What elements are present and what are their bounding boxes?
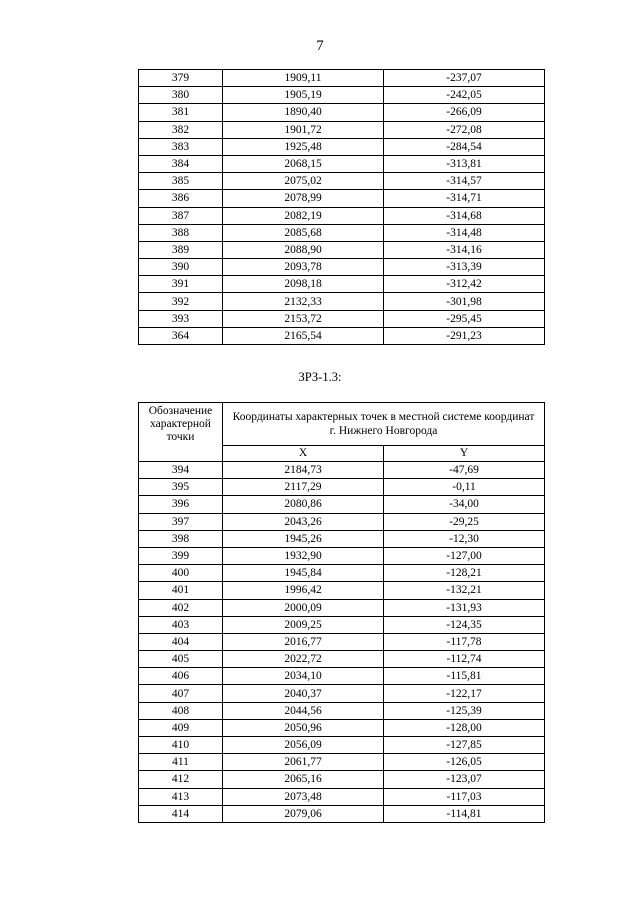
x-coordinate-cell: 2098,18 [223, 276, 384, 293]
x-coordinate-cell: 2080,86 [223, 496, 384, 513]
point-number-cell: 384 [139, 155, 223, 172]
table-header [139, 403, 545, 462]
table-row [139, 530, 545, 547]
table-row [139, 651, 545, 668]
point-number-cell: 402 [139, 599, 223, 616]
y-coordinate-cell: -34,00 [384, 496, 545, 513]
y-coordinate-cell: -122,17 [384, 685, 545, 702]
y-coordinate-cell: -295,45 [384, 310, 545, 327]
header-y: Y [384, 446, 545, 462]
table-row [139, 702, 545, 719]
x-coordinate-cell: 2117,29 [223, 479, 384, 496]
point-number-cell: 383 [139, 138, 223, 155]
y-coordinate-cell: -114,81 [384, 805, 545, 822]
point-number-cell: 400 [139, 565, 223, 582]
y-coordinate-cell: -115,81 [384, 668, 545, 685]
table-row [139, 582, 545, 599]
point-number-cell: 398 [139, 530, 223, 547]
y-coordinate-cell: -12,30 [384, 530, 545, 547]
x-coordinate-cell: 2034,10 [223, 668, 384, 685]
point-number-cell: 412 [139, 771, 223, 788]
y-coordinate-cell: -272,08 [384, 121, 545, 138]
x-coordinate-cell: 2043,26 [223, 513, 384, 530]
point-number-cell: 394 [139, 462, 223, 479]
table-row [139, 259, 545, 276]
page-number: 7 [316, 38, 324, 54]
point-number-cell: 395 [139, 479, 223, 496]
y-coordinate-cell: -112,74 [384, 651, 545, 668]
point-number-cell: 403 [139, 616, 223, 633]
x-coordinate-cell: 1890,40 [223, 104, 384, 121]
x-coordinate-cell: 2082,19 [223, 207, 384, 224]
table-row [139, 462, 545, 479]
table-row [139, 293, 545, 310]
point-number-cell: 386 [139, 190, 223, 207]
table-row [139, 771, 545, 788]
point-number-cell: 397 [139, 513, 223, 530]
y-coordinate-cell: -127,00 [384, 547, 545, 564]
table-row [139, 104, 545, 121]
x-coordinate-cell: 1905,19 [223, 87, 384, 104]
x-coordinate-cell: 2184,73 [223, 462, 384, 479]
y-coordinate-cell: -124,35 [384, 616, 545, 633]
y-coordinate-cell: -126,05 [384, 754, 545, 771]
x-coordinate-cell: 2056,09 [223, 737, 384, 754]
x-coordinate-cell: 1932,90 [223, 547, 384, 564]
y-coordinate-cell: -128,00 [384, 719, 545, 736]
point-number-cell: 392 [139, 293, 223, 310]
x-coordinate-cell: 2079,06 [223, 805, 384, 822]
point-number-cell: 413 [139, 788, 223, 805]
point-number-cell: 391 [139, 276, 223, 293]
point-number-cell: 393 [139, 310, 223, 327]
y-coordinate-cell: -314,71 [384, 190, 545, 207]
x-coordinate-cell: 1996,42 [223, 582, 384, 599]
x-coordinate-cell: 1945,84 [223, 565, 384, 582]
y-coordinate-cell: -314,68 [384, 207, 545, 224]
y-coordinate-cell: -242,05 [384, 87, 545, 104]
x-coordinate-cell: 2075,02 [223, 173, 384, 190]
x-coordinate-cell: 2153,72 [223, 310, 384, 327]
y-coordinate-cell: -29,25 [384, 513, 545, 530]
table-row [139, 70, 545, 87]
point-number-cell: 406 [139, 668, 223, 685]
coordinates-table-zrz-1-3-body [139, 462, 545, 823]
y-coordinate-cell: -117,03 [384, 788, 545, 805]
x-coordinate-cell: 2016,77 [223, 633, 384, 650]
y-coordinate-cell: -313,39 [384, 259, 545, 276]
point-number-cell: 407 [139, 685, 223, 702]
point-number-cell: 401 [139, 582, 223, 599]
coordinates-table-zrz-1-3 [138, 402, 545, 823]
point-number-cell: 396 [139, 496, 223, 513]
x-coordinate-cell: 2009,25 [223, 616, 384, 633]
y-coordinate-cell: -284,54 [384, 138, 545, 155]
table-row [139, 737, 545, 754]
x-coordinate-cell: 2065,16 [223, 771, 384, 788]
x-coordinate-cell: 2044,56 [223, 702, 384, 719]
x-coordinate-cell: 2093,78 [223, 259, 384, 276]
y-coordinate-cell: -132,21 [384, 582, 545, 599]
x-coordinate-cell: 2040,37 [223, 685, 384, 702]
point-number-cell: 414 [139, 805, 223, 822]
section-caption: ЗРЗ-1.3: [298, 370, 342, 384]
table-row [139, 224, 545, 241]
header-point-designation: Обозначение характерной точки [139, 403, 223, 462]
point-number-cell: 387 [139, 207, 223, 224]
point-number-cell: 388 [139, 224, 223, 241]
point-number-cell: 381 [139, 104, 223, 121]
table-row [139, 513, 545, 530]
y-coordinate-cell: -0,11 [384, 479, 545, 496]
table-row [139, 138, 545, 155]
point-number-cell: 379 [139, 70, 223, 87]
x-coordinate-cell: 2068,15 [223, 155, 384, 172]
x-coordinate-cell: 2088,90 [223, 241, 384, 258]
point-number-cell: 409 [139, 719, 223, 736]
x-coordinate-cell: 2073,48 [223, 788, 384, 805]
y-coordinate-cell: -301,98 [384, 293, 545, 310]
point-number-cell: 411 [139, 754, 223, 771]
y-coordinate-cell: -314,57 [384, 173, 545, 190]
point-number-cell: 399 [139, 547, 223, 564]
y-coordinate-cell: -127,85 [384, 737, 545, 754]
table-row [139, 496, 545, 513]
table-row [139, 565, 545, 582]
table-row [139, 310, 545, 327]
point-number-cell: 382 [139, 121, 223, 138]
table-row [139, 87, 545, 104]
header-x: X [223, 446, 384, 462]
x-coordinate-cell: 1901,72 [223, 121, 384, 138]
table-row [139, 668, 545, 685]
x-coordinate-cell: 2132,33 [223, 293, 384, 310]
coordinates-table-continued [138, 69, 545, 345]
x-coordinate-cell: 2000,09 [223, 599, 384, 616]
table-row [139, 479, 545, 496]
table-row [139, 276, 545, 293]
table-row [139, 121, 545, 138]
y-coordinate-cell: -128,21 [384, 565, 545, 582]
y-coordinate-cell: -117,78 [384, 633, 545, 650]
table-row [139, 616, 545, 633]
y-coordinate-cell: -314,16 [384, 241, 545, 258]
x-coordinate-cell: 2050,96 [223, 719, 384, 736]
x-coordinate-cell: 1925,48 [223, 138, 384, 155]
table-row [139, 190, 545, 207]
table-row [139, 241, 545, 258]
table-row [139, 805, 545, 822]
y-coordinate-cell: -237,07 [384, 70, 545, 87]
coordinates-table-continued-body [139, 70, 545, 345]
y-coordinate-cell: -123,07 [384, 771, 545, 788]
table-row [139, 788, 545, 805]
point-number-cell: 408 [139, 702, 223, 719]
y-coordinate-cell: -291,23 [384, 327, 545, 344]
table-header-row [139, 403, 545, 446]
y-coordinate-cell: -131,93 [384, 599, 545, 616]
table-row [139, 155, 545, 172]
point-number-cell: 405 [139, 651, 223, 668]
x-coordinate-cell: 1909,11 [223, 70, 384, 87]
y-coordinate-cell: -314,48 [384, 224, 545, 241]
x-coordinate-cell: 2022,72 [223, 651, 384, 668]
point-number-cell: 390 [139, 259, 223, 276]
x-coordinate-cell: 2061,77 [223, 754, 384, 771]
point-number-cell: 410 [139, 737, 223, 754]
y-coordinate-cell: -266,09 [384, 104, 545, 121]
x-coordinate-cell: 1945,26 [223, 530, 384, 547]
y-coordinate-cell: -47,69 [384, 462, 545, 479]
point-number-cell: 364 [139, 327, 223, 344]
table-row [139, 327, 545, 344]
y-coordinate-cell: -313,81 [384, 155, 545, 172]
table-row [139, 173, 545, 190]
point-number-cell: 404 [139, 633, 223, 650]
y-coordinate-cell: -312,42 [384, 276, 545, 293]
x-coordinate-cell: 2078,99 [223, 190, 384, 207]
point-number-cell: 389 [139, 241, 223, 258]
table-row [139, 685, 545, 702]
table-row [139, 719, 545, 736]
point-number-cell: 380 [139, 87, 223, 104]
x-coordinate-cell: 2085,68 [223, 224, 384, 241]
table-row [139, 599, 545, 616]
point-number-cell: 385 [139, 173, 223, 190]
table-row [139, 207, 545, 224]
table-row [139, 633, 545, 650]
x-coordinate-cell: 2165,54 [223, 327, 384, 344]
table-row [139, 547, 545, 564]
header-coordinates: Координаты характерных точек в местной системе координат г. Нижнего Новгорода [223, 403, 545, 446]
table-row [139, 754, 545, 771]
y-coordinate-cell: -125,39 [384, 702, 545, 719]
